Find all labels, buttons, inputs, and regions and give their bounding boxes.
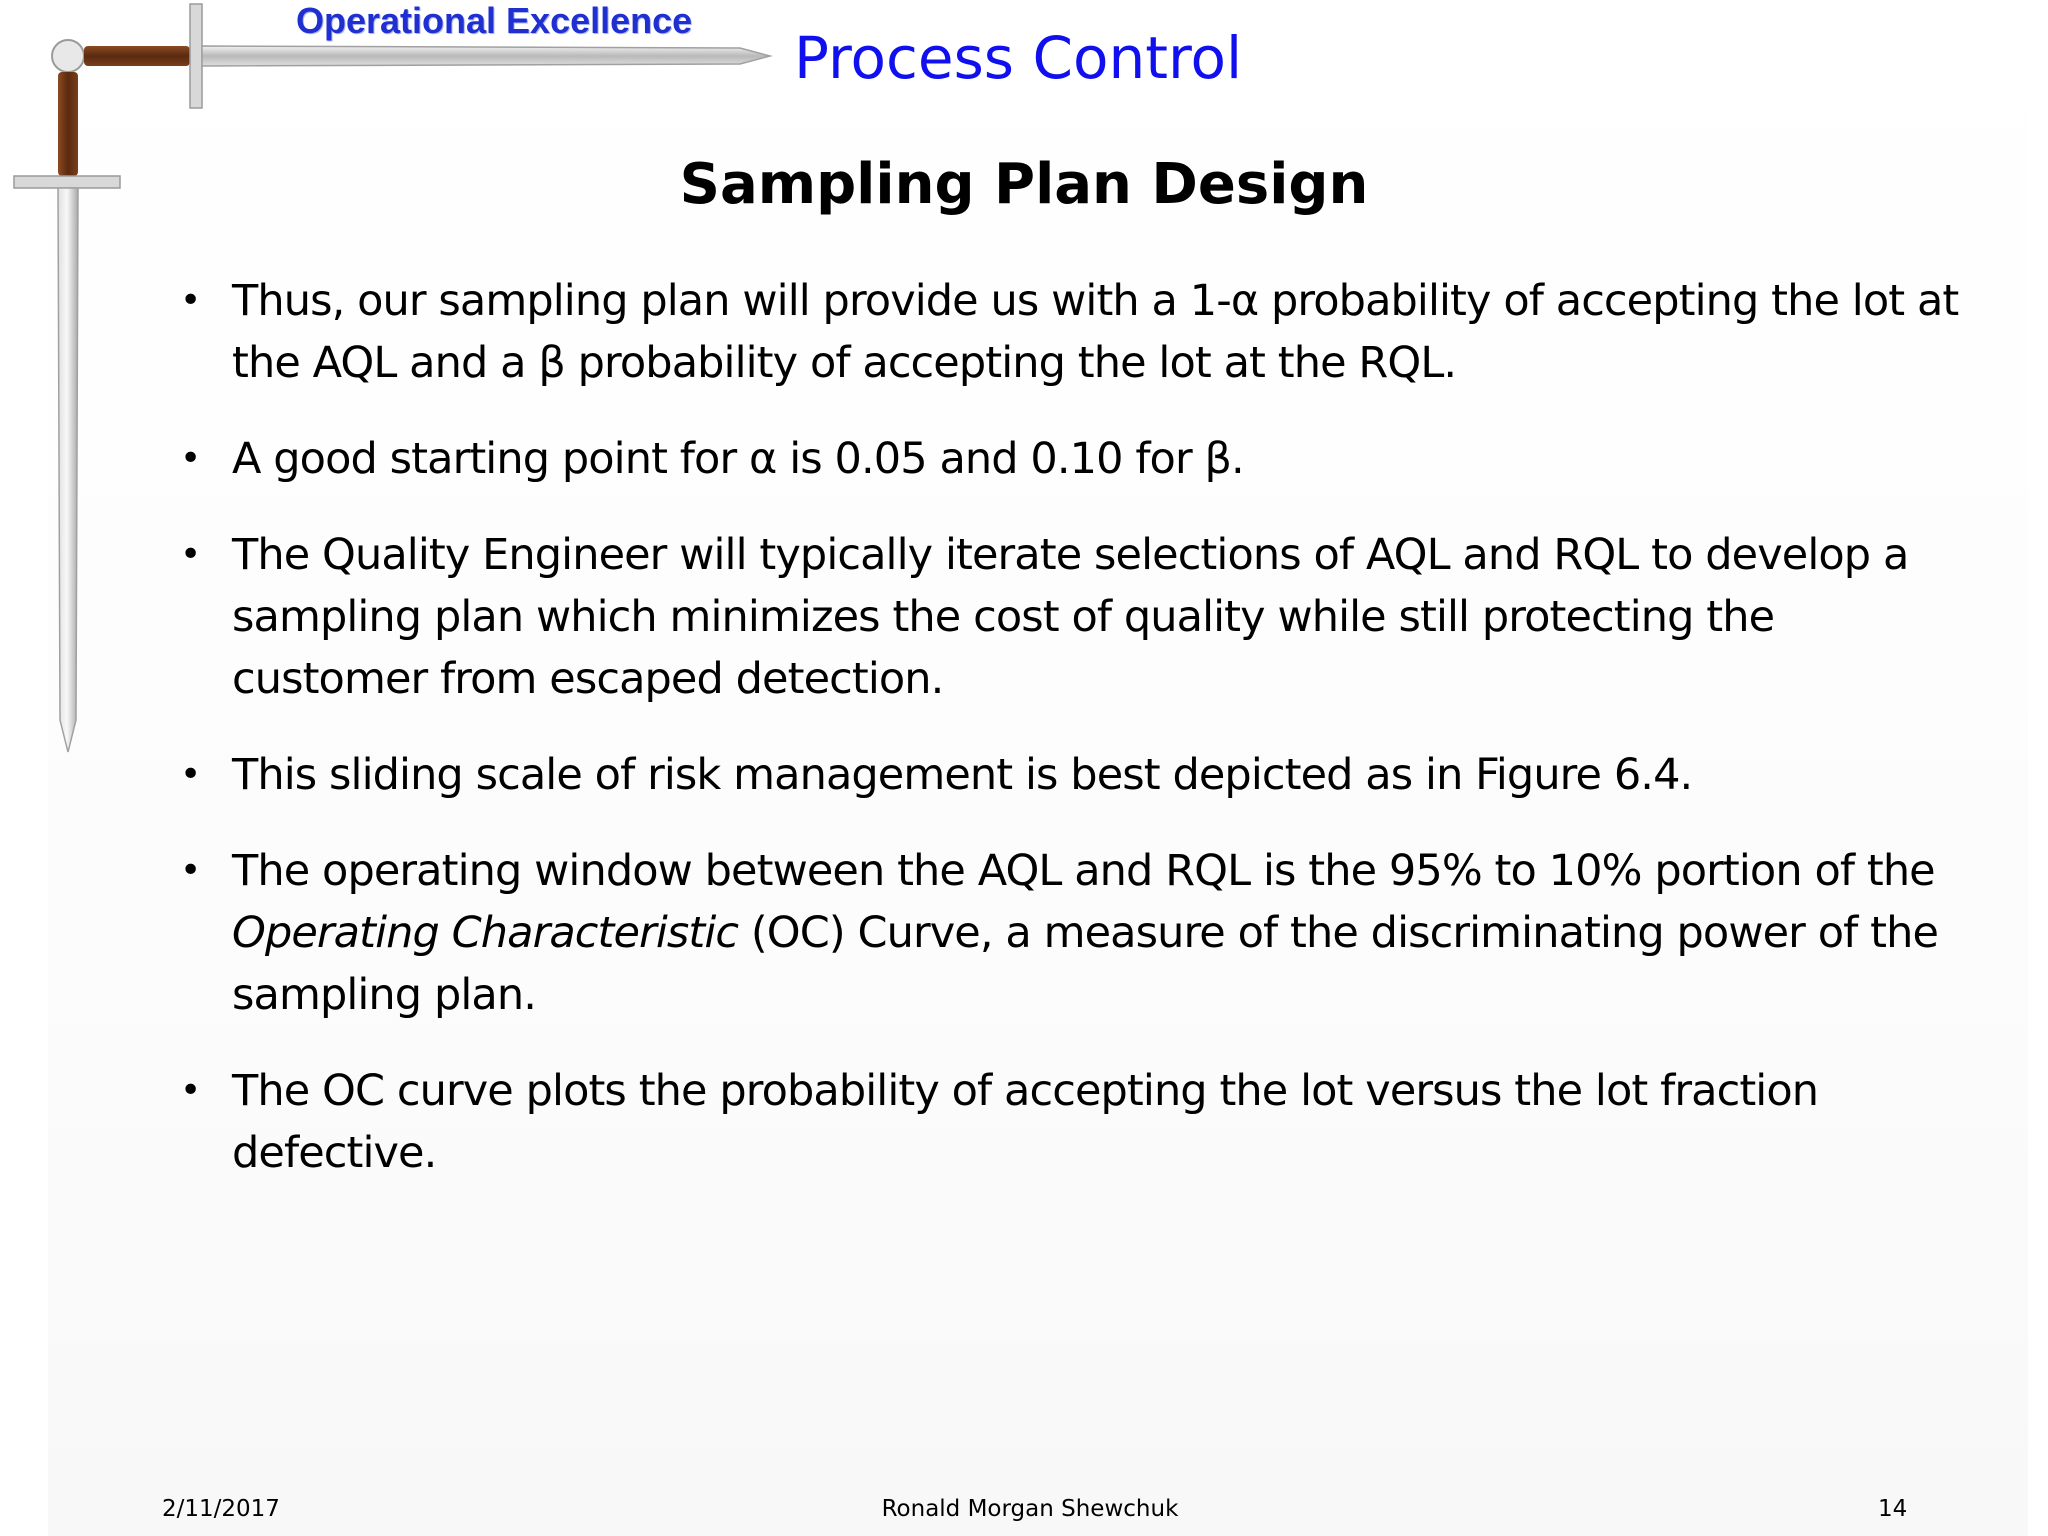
- bullet-text: Thus, our sampling plan will provide us with a 1-α probability of accepting the lot at the AQL and a β probability of accepting the lot at the RQL.: [232, 276, 1959, 388]
- slide-title: Sampling Plan Design: [679, 152, 1369, 217]
- bullet-item: [180, 1060, 1980, 1184]
- bullet-list: [180, 270, 1980, 1218]
- bullet-item: [180, 744, 1980, 806]
- bullet-text: [232, 846, 1938, 1020]
- bullet-text-pre: The operating window between the AQL and RQL is the 95% to 10% portion of the: [232, 846, 1935, 896]
- bullet-glyph: •: [180, 280, 201, 321]
- bullet-item: [180, 270, 1980, 394]
- footer-date: 2/11/2017: [162, 1496, 280, 1522]
- header-title: Process Control: [794, 24, 1243, 92]
- footer-author: Ronald Morgan Shewchuk: [881, 1496, 1179, 1522]
- bullet-glyph: •: [180, 534, 201, 575]
- bullet-item: [180, 524, 1980, 710]
- bullet-text: A good starting point for α is 0.05 and 0.10 for β.: [232, 434, 1244, 484]
- bullet-glyph: •: [180, 850, 201, 891]
- bullet-item: [180, 840, 1980, 1026]
- bullet-glyph: •: [180, 1070, 201, 1111]
- bullet-glyph: •: [180, 754, 201, 795]
- bullet-text: The OC curve plots the probability of accepting the lot versus the lot fraction defective.: [232, 1066, 1819, 1178]
- bullet-glyph: •: [180, 438, 201, 479]
- bullet-text: The Quality Engineer will typically iterate selections of AQL and RQL to develop a sampling plan which minimizes the cost of quality while still protecting the customer from escaped detection.: [232, 530, 1909, 704]
- bullet-item: [180, 428, 1980, 490]
- bullet-text-post: (OC) Curve, a measure of the discriminating power of the sampling plan.: [232, 908, 1938, 1020]
- bullet-text-emphasis: Operating Characteristic: [232, 908, 739, 958]
- brand-wordmark: Operational Excellence: [296, 0, 693, 41]
- footer-page-number: 14: [1878, 1496, 1908, 1522]
- bullet-text: This sliding scale of risk management is best depicted as in Figure 6.4.: [232, 750, 1693, 800]
